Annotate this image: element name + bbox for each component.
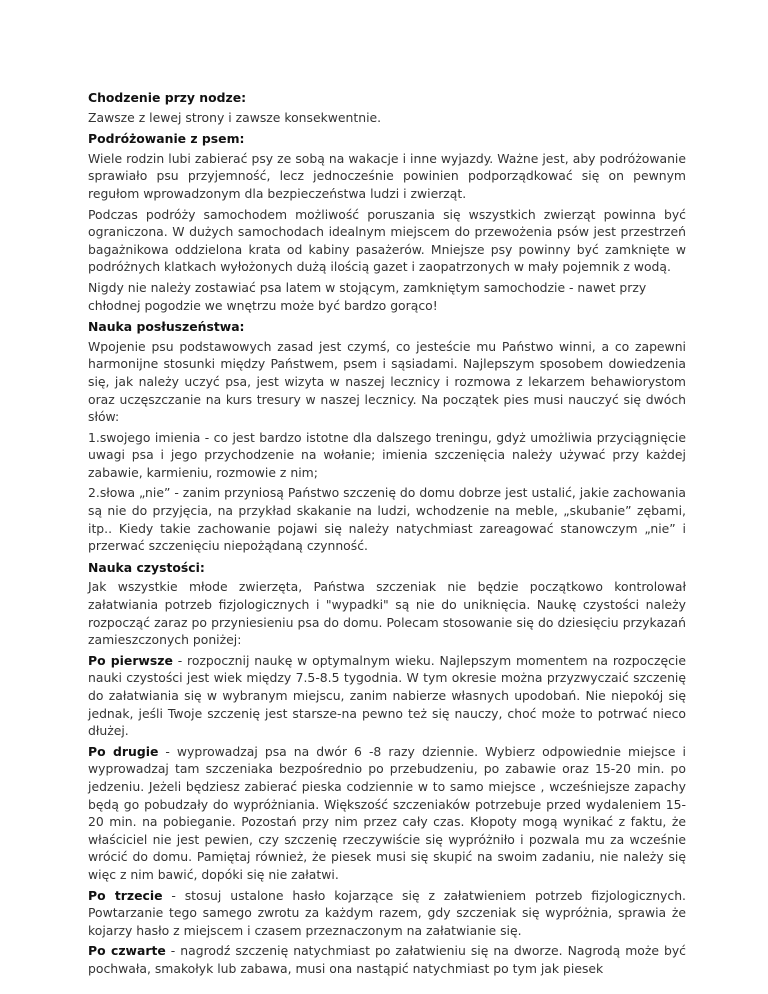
- section-travelling-with-dog: [88, 130, 686, 314]
- rule-lead: Po trzecie: [88, 887, 163, 903]
- paragraph: Podczas podróży samochodem możliwość poruszania się wszystkich zwierząt powinna być ograniczona. W dużych samochodach idealnym miejscem do przewożenia psów jest przestrzeń bagażnikowa oddzielona krata od kabiny pasażerów. Mniejsze psy powinny być zamknięte w podróżnych klatkach wyłożonych dużą ilością gazet i zaopatrzonych w mały pojemnik z wodą.: [88, 206, 686, 275]
- paragraph: 2.słowa „nie” - zanim przyniosą Państwo szczenię do domu dobrze jest ustalić, jakie zachowania są nie do przyjęcia, na przykład skakanie na ludzi, wchodzenie na meble, „skubanie” zębami, itp.. Kiedy takie zachowanie pojawi się należy natychmiast zareagować stanowczym „nie” i przerwać szczenięciu niepożądaną czynność.: [88, 485, 686, 554]
- paragraph: 1.swojego imienia - co jest bardzo istotne dla dalszego treningu, gdyż umożliwia przyciągnięcie uwagi psa i jego przychodzenie na wołanie; imienia szczenięcia należy używać przy każdej zabawie, karmieniu, rozmowie z nim;: [88, 429, 686, 480]
- paragraph: Wpojenie psu podstawowych zasad jest czymś, co jesteście mu Państwo winni, a co zapewni harmonijne stosunki między Państwem, psem i sąsiadami. Najlepszym sposobem dowiedzenia się, jak należy uczyć psa, jest wizyta w naszej lecznicy i rozmowa z lekarzem behawiorystom oraz uczęszczanie na kurs tresury w naszej lecznicy. Na początek pies musi nauczyć się dwóch słów:: [88, 338, 686, 425]
- section-heading: Nauka czystości:: [88, 559, 205, 575]
- rule-item: [88, 652, 686, 740]
- rule-item: [88, 887, 686, 940]
- rule-text: - wyprowadzaj psa na dwór 6 -8 razy dziennie. Wybierz odpowiednie miejsce i wyprowadzaj tam szczeniaka bezpośrednio po przebudzeniu, po zabawie oraz 15-20 min. po jedzeniu. Jeżeli będziesz zabierać pieska codziennie w to samo miejsce , wcześniejsze zapachy będą go pobudzały do wypróżniania. Większość szczeniaków potrzebuje przed wydaleniem 15-20 min. na pobieganie. Pozostań przy nim przez cały czas. Kłopoty mogą wynikać z faktu, że właściciel nie jest pewien, czy szczenię rzeczywiście się wypróżniło i pozwala mu za wcześnie wrócić do domu. Pamiętaj również, że piesek musi się skupić na swoim zadaniu, nie należy się więc z nim bawić, dopóki się nie załatwi.: [88, 743, 686, 882]
- rule-lead: Po drugie: [88, 743, 159, 759]
- section-heading: Nauka posłuszeństwa:: [88, 319, 245, 335]
- paragraph: Nigdy nie należy zostawiać psa latem w stojącym, zamkniętym samochodzie - nawet przy chłodnej pogodzie we wnętrzu może być bardzo gorąco!: [88, 279, 647, 313]
- rule-item: [88, 942, 686, 977]
- section-house-training: [88, 559, 686, 978]
- document-body: [88, 89, 686, 982]
- section-heading: Chodzenie przy nodze:: [88, 90, 247, 105]
- rule-text: - rozpocznij naukę w optymalnym wieku. Najlepszym momentem na rozpoczęcie nauki czystości jest wiek między 7.5-8.5 tygodnia. W tym okresie można przyzwyczaić szczenię do załatwiania się w wybranym miejscu, zanim nabierze własnych upodobań. Nie niepokój się jednak, jeśli Twoje szczenię jest starsze-na pewno też się nauczy, choć może to potrwać nieco dłużej.: [88, 652, 686, 739]
- paragraph: Jak wszystkie młode zwierzęta, Państwa szczeniak nie będzie początkowo kontrolował załatwiania potrzeb fizjologicznych i "wypadki" są nie do uniknięcia. Naukę czystości należy rozpocząć zaraz po przyniesieniu psa do domu. Polecam stosowanie się do dziesięciu przykazań zamieszczonych poniżej:: [88, 579, 686, 648]
- rule-text: - nagrodź szczenię natychmiast po załatwieniu się na dworze. Nagrodą może być pochwała, smakołyk lub zabawa, musi ona nastąpić natychmiast po tym jak piesek: [88, 943, 686, 976]
- rule-lead: Po pierwsze: [88, 652, 173, 668]
- section-heading: Podróżowanie z psem:: [88, 131, 245, 147]
- paragraph: Zawsze z lewej strony i zawsze konsekwentnie.: [88, 109, 382, 125]
- section-walking-at-heel: [88, 89, 686, 126]
- rule-item: [88, 743, 686, 884]
- rule-lead: Po czwarte: [88, 943, 166, 959]
- section-obedience-training: [88, 318, 686, 555]
- paragraph: Wiele rodzin lubi zabierać psy ze sobą na wakacje i inne wyjazdy. Ważne jest, aby podróżowanie sprawiało psu przyjemność, lecz jednocześnie powinien podporządkować się on pewnym regułom wprowadzonym dla bezpieczeństwa ludzi i zwierząt.: [88, 150, 686, 201]
- rule-text: - stosuj ustalone hasło kojarzące się z załatwieniem potrzeb fizjologicznych. Powtarzanie tego samego zwrotu za każdym razem, gdy szczeniak się wypróżnia, sprawia że kojarzy hasło z miejscem i czasem przeznaczonym na załatwianie się.: [88, 887, 686, 938]
